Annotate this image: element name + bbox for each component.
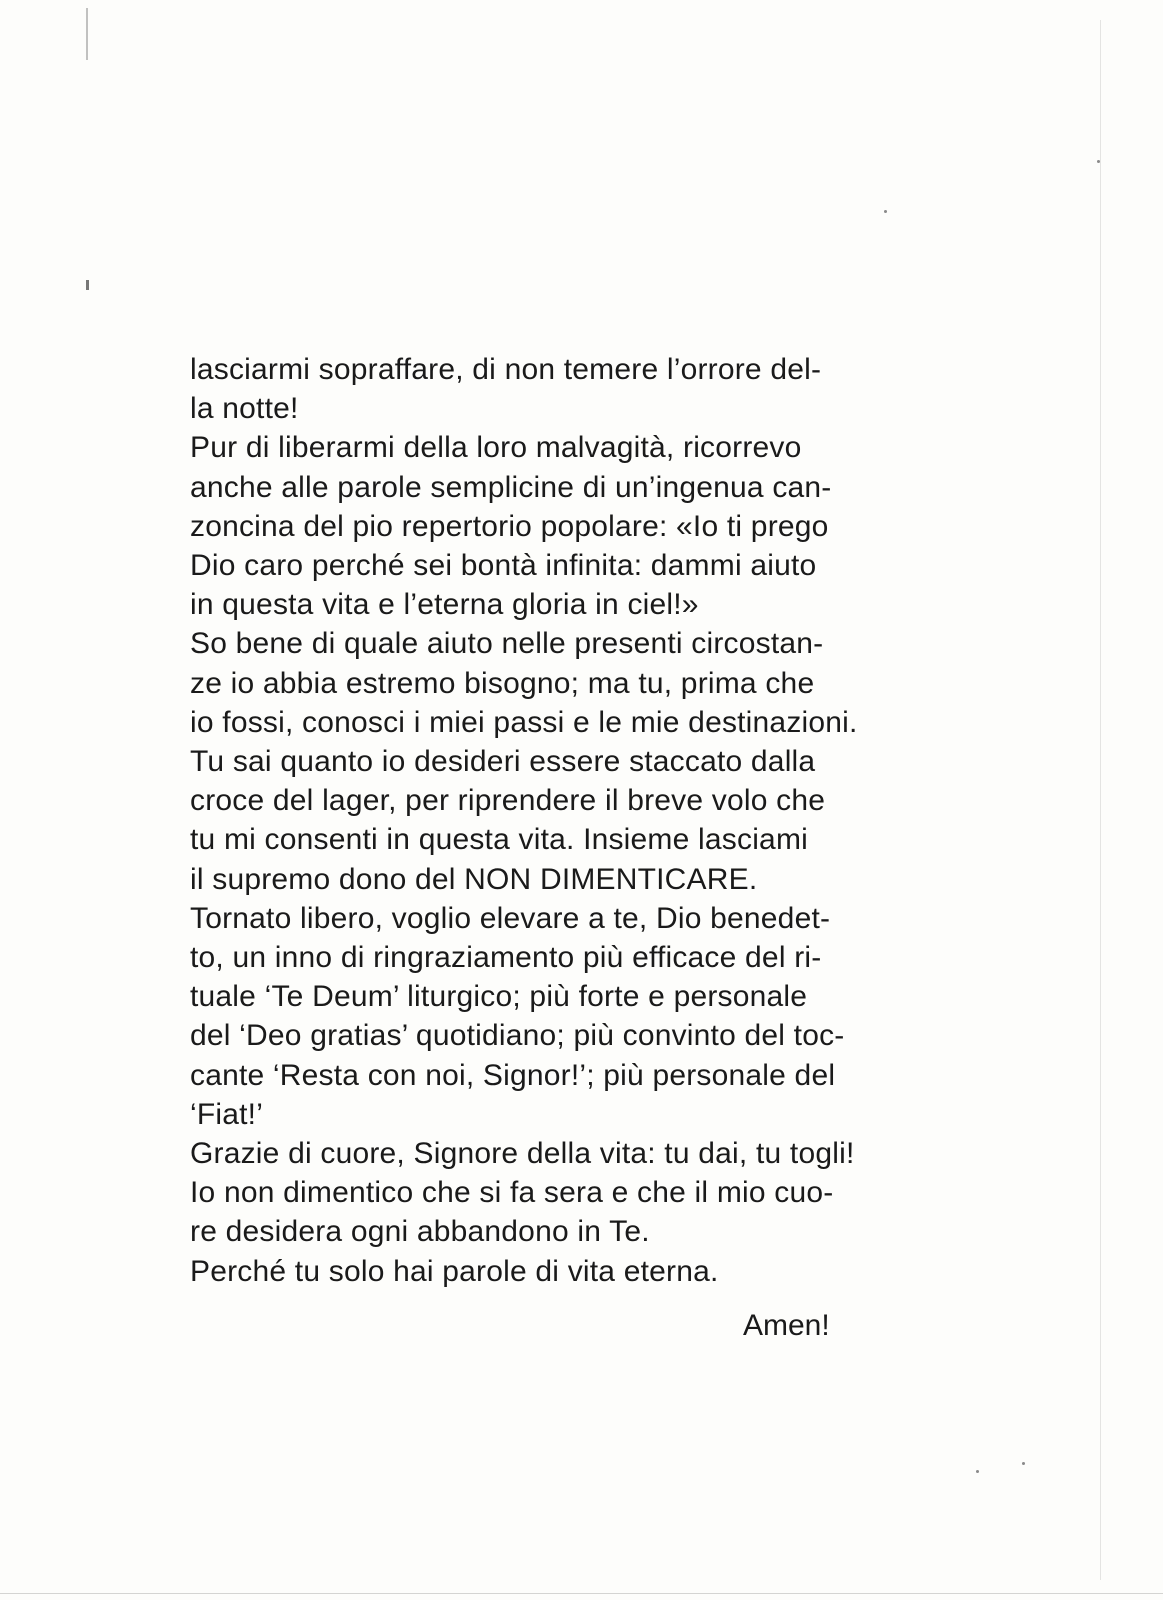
text-line: Dio caro perché sei bontà infinita: dammi aiuto: [190, 549, 817, 583]
text-line: croce del lager, per riprendere il breve volo che: [190, 784, 826, 818]
text-line: Perché tu solo hai parole di vita eterna.: [190, 1254, 719, 1288]
prayer-text: [190, 350, 990, 1291]
text-line: Grazie di cuore, Signore della vita: tu dai, tu togli!: [190, 1137, 855, 1171]
scan-speck: [884, 210, 887, 213]
text-line: ze io abbia estremo bisogno; ma tu, prima che: [190, 666, 815, 700]
text-line: cante ‘Resta con noi, Signor!’; più personale del: [190, 1058, 836, 1092]
text-line: to, un inno di ringraziamento più efficace del ri-: [190, 941, 822, 975]
scan-speck: [976, 1470, 979, 1473]
text-line: Pur di liberarmi della loro malvagità, ricorrevo: [190, 431, 802, 465]
text-line: zoncina del pio repertorio popolare: «Io ti prego: [190, 509, 829, 543]
text-line: ‘Fiat!’: [190, 1097, 264, 1131]
closing-amen: Amen!: [743, 1309, 830, 1342]
text-line: anche alle parole semplicine di un’ingenua can-: [190, 470, 832, 504]
text-line: io fossi, conosci i miei passi e le mie destinazioni.: [190, 705, 858, 739]
text-line: tuale ‘Te Deum’ liturgico; più forte e personale: [190, 980, 808, 1014]
page-edge-shadow: [1100, 20, 1101, 1580]
page-edge-mark: [86, 8, 88, 60]
text-line: re desidera ogni abbandono in Te.: [190, 1215, 650, 1249]
text-line: Tu sai quanto io desideri essere staccato dalla: [190, 745, 816, 779]
text-line: Tornato libero, voglio elevare a te, Dio benedet-: [190, 901, 831, 935]
text-line: la notte!: [190, 392, 299, 426]
text-line: So bene di quale aiuto nelle presenti circostan-: [190, 627, 824, 661]
scan-speck: [1097, 160, 1100, 163]
text-line: lasciarmi sopraffare, di non temere l’orrore del-: [190, 353, 822, 386]
text-line: il supremo dono del NON DIMENTICARE.: [190, 862, 758, 896]
text-line: in questa vita e l’eterna gloria in ciel!»: [190, 588, 699, 622]
page-edge-shadow: [0, 1593, 1163, 1594]
page-edge-mark: [86, 280, 89, 290]
text-line: del ‘Deo gratias’ quotidiano; più convinto del toc-: [190, 1019, 845, 1053]
text-line: tu mi consenti in questa vita. Insieme lasciami: [190, 823, 808, 857]
text-line: Io non dimentico che si fa sera e che il mio cuo-: [190, 1176, 834, 1210]
scan-speck: [1022, 1462, 1025, 1465]
